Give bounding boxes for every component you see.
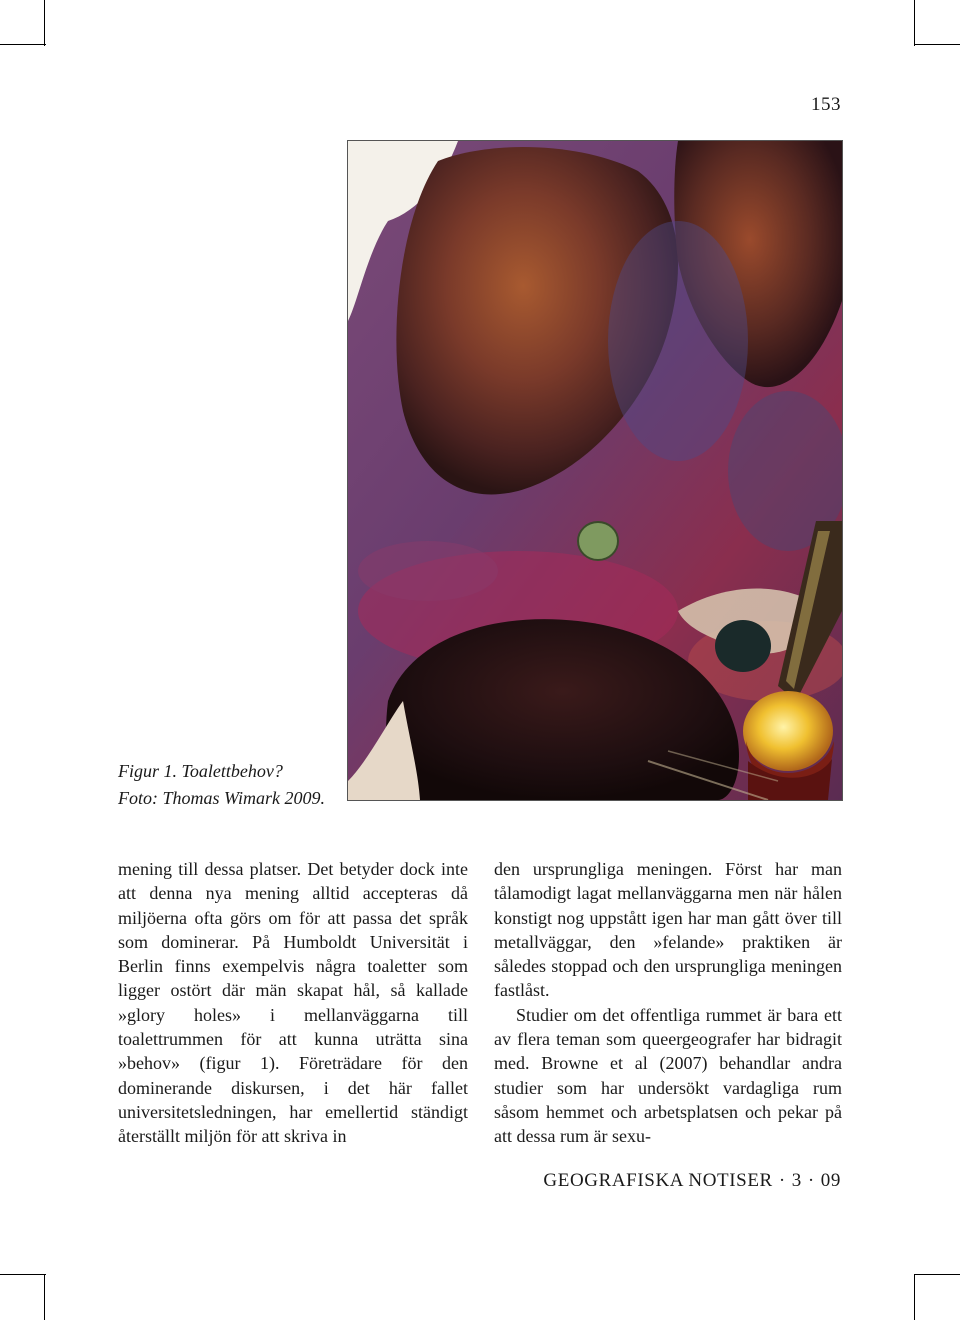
body-paragraph: Studier om det offentliga rummet är bara ett av flera teman som queergeografer har bidragit med. Browne et al (2007) behandlar andra studier som har undersökt vardagliga rum såsom hemmet och arbetsplatsen och pekar på att dessa rum är sexu- bbox=[494, 1004, 842, 1147]
crop-mark bbox=[914, 1274, 960, 1275]
text-column-left bbox=[118, 857, 468, 1149]
crop-mark bbox=[914, 44, 960, 45]
crop-mark bbox=[44, 1274, 45, 1320]
crop-mark bbox=[44, 0, 45, 46]
separator-dot: · bbox=[807, 1170, 815, 1191]
crop-mark bbox=[0, 44, 46, 45]
body-paragraph: den ursprungliga meningen. Först har man tålamodigt lagat mellanväggarna men när hålen konstigt nog uppstått igen har man gått över till metallväggar, den »felande» praktiken är således stoppad och den ursprungliga meningen fastlåst. bbox=[494, 859, 842, 1001]
running-footer bbox=[543, 1170, 841, 1192]
page-number: 153 bbox=[811, 94, 841, 115]
crop-mark bbox=[914, 0, 915, 46]
journal-name: GEOGRAFISKA NOTISER bbox=[543, 1170, 773, 1191]
separator-dot: · bbox=[778, 1170, 786, 1191]
crop-mark bbox=[914, 1274, 915, 1320]
figure-photo bbox=[347, 140, 843, 801]
caption-credit: Foto: Thomas Wimark 2009. bbox=[118, 788, 325, 808]
caption-title: Figur 1. Toalettbehov? bbox=[118, 761, 283, 781]
issue-year: 09 bbox=[820, 1170, 841, 1191]
issue-number: 3 bbox=[791, 1170, 802, 1191]
body-paragraph: mening till dessa platser. Det betyder dock inte att denna nya mening alltid accepteras då miljöerna ofta görs om för att passa det språk som dominerar. På Humboldt Universität i Berlin finns exempelvis några toaletter som ligger ostört där män skapat hål, så kallade »glory holes» i mellanväggarna till toalettrummen för att kunna uträtta sina »behov» (figur 1). Företrädare för den dominerande diskursen, i det här fallet universitetsledningen, har emellertid ständigt återställt miljön för att skriva in bbox=[118, 859, 468, 1147]
text-column-right bbox=[494, 857, 842, 1149]
figure-illustration bbox=[348, 141, 842, 800]
figure-caption bbox=[118, 758, 325, 812]
crop-mark bbox=[0, 1274, 46, 1275]
